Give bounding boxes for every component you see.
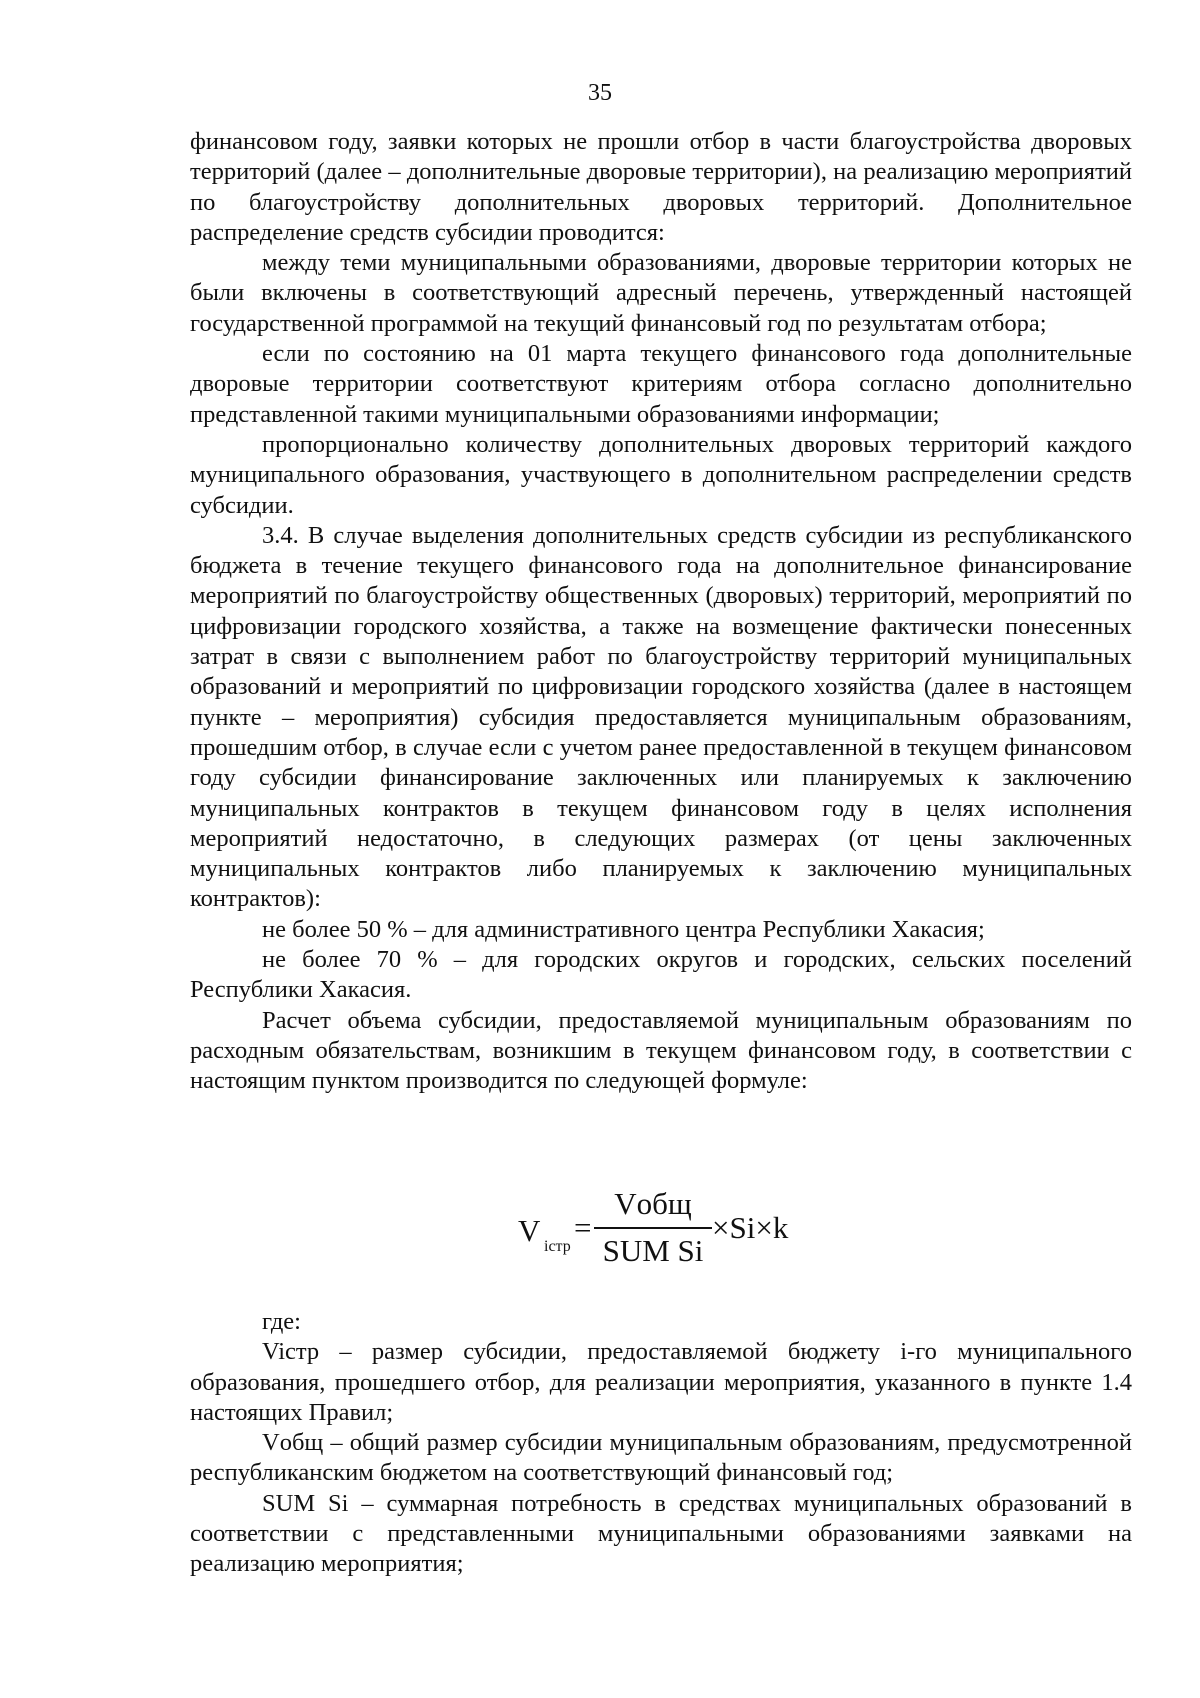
- paragraph: не более 70 % – для городских округов и городских, сельских поселений Республики Хакасия.: [190, 946, 1132, 1004]
- formula-fraction-bar: [594, 1227, 712, 1229]
- paragraph: пропорционально количеству дополнительных дворовых территорий каждого муниципального образования, участвующего в дополнительном распределении средств субсидии.: [190, 430, 1132, 519]
- paragraph: между теми муниципальными образованиями, дворовые территории которых не были включены в соответствующий адресный перечень, утвержденный настоящей государственной программой на текущий финансовый год по результатам отбора;: [190, 249, 1132, 337]
- paragraph: Viстр – размер субсидии, предоставляемой бюджету i-го муниципального образования, прошедшего отбор, для реализации мероприятия, указанного в пункте 1.4 настоящих Правил;: [190, 1338, 1132, 1426]
- formula-lhs-subscript: iстр: [544, 1238, 571, 1255]
- main-text-lower: [190, 1307, 1132, 1580]
- formula-numerator: Vобщ: [614, 1186, 692, 1221]
- main-text-upper: [190, 127, 1132, 1097]
- paragraph: Vобщ – общий размер субсидии муниципальным образованиям, предусмотренной республиканским бюджетом на соответствующий финансовый год;: [190, 1429, 1132, 1487]
- formula-equals-sign: =: [574, 1210, 592, 1245]
- formula-denominator: SUM Si: [602, 1233, 704, 1268]
- paragraph: SUM Si – суммарная потребность в средствах муниципальных образований в соответствии с представленными муниципальными образованиями заявками на реализацию мероприятия;: [190, 1489, 1132, 1578]
- subsidy-formula: [0, 1186, 1200, 1276]
- formula-lhs: V: [518, 1213, 541, 1248]
- paragraph: финансовом году, заявки которых не прошли отбор в части благоустройства дворовых территорий (далее – дополнительные дворовые территории), на реализацию мероприятий по благоустройству дополнительных дворовых территорий. Дополнительное распределение средств субсидии проводится:: [190, 128, 1132, 246]
- paragraph: не более 50 % – для административного центра Республики Хакасия;: [262, 915, 985, 943]
- paragraph: Расчет объема субсидии, предоставляемой муниципальным образованиям по расходным обязательствам, возникшим в текущем финансовом году, в соответствии с настоящим пунктом производится по следующей формуле:: [190, 1006, 1132, 1095]
- paragraph: где:: [262, 1308, 301, 1335]
- paragraph: 3.4. В случае выделения дополнительных средств субсидии из республиканского бюджета в течение текущего финансового года на дополнительное финансирование мероприятий по благоустройству общественных (дворовых) территорий, мероприятий по цифровизации городского хозяйства, а также на возмещение фактически понесенных затрат в связи с выполнением работ по благоустройству территорий муниципальных образований и мероприятий по цифровизации городского хозяйства (далее в настоящем пункте – мероприятия) субсидия предоставляется муниципальным образованиям, прошедшим отбор, в случае если с учетом ранее предоставленной в текущем финансовом году субсидии финансирование заключенных или планируемых к заключению муниципальных контрактов в текущем финансовом году в целях исполнения мероприятий недостаточно, в следующих размерах (от цены заключенных муниципальных контрактов либо планируемых к заключению муниципальных контрактов):: [190, 521, 1132, 913]
- page-number: 35: [588, 80, 612, 106]
- paragraph: если по состоянию на 01 марта текущего финансового года дополнительные дворовые территории соответствуют критериям отбора согласно дополнительно представленной такими муниципальными образованиями информации;: [190, 340, 1132, 428]
- formula-multipliers: ×Si×k: [712, 1210, 789, 1245]
